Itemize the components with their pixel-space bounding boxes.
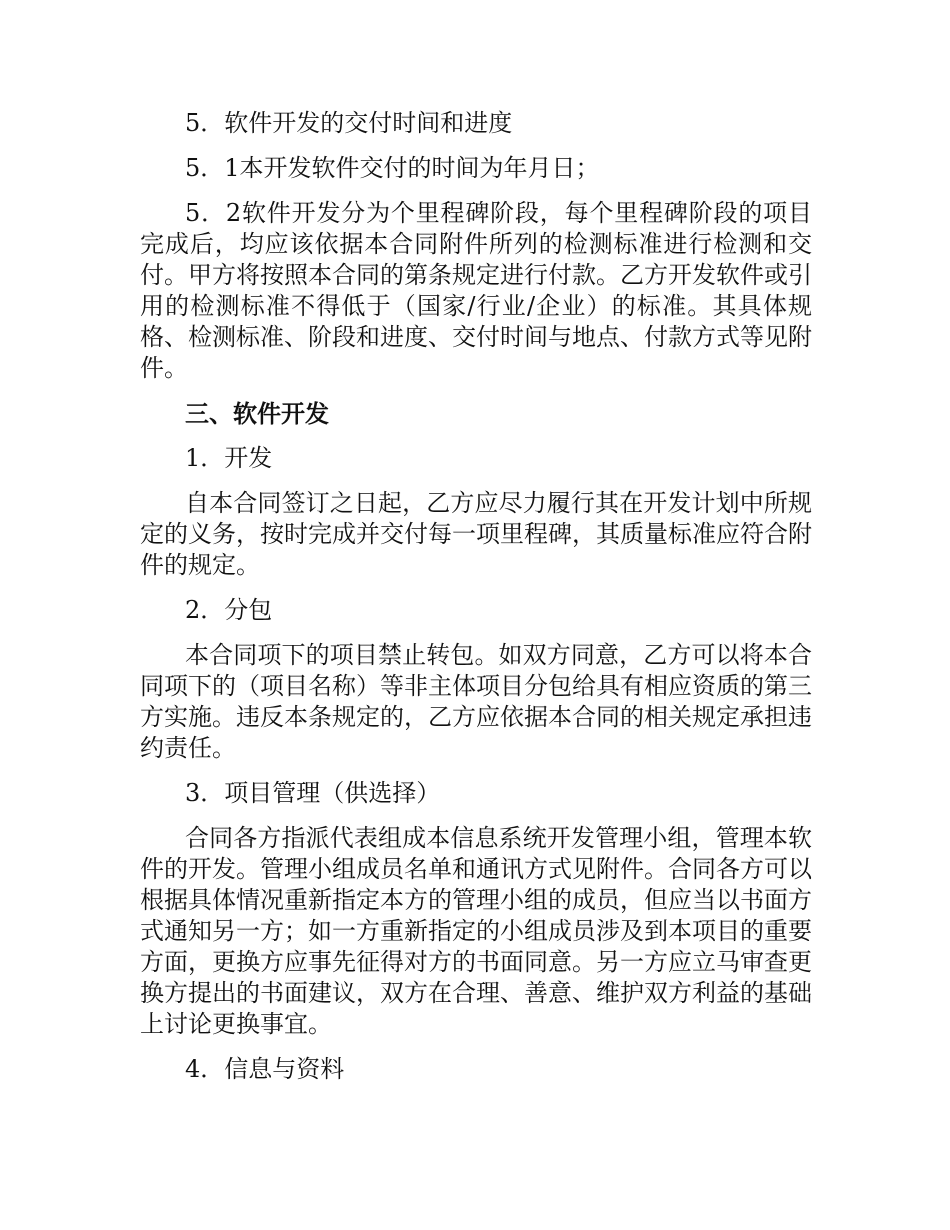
subsection-2-title: 2．分包 (185, 596, 273, 624)
subsection-4-title: 4．信息与资料 (185, 1055, 345, 1083)
document-page (140, 108, 812, 1085)
section-5-1: 5．1本开发软件交付的时间为年月日； (185, 154, 600, 182)
chapter-3-heading: 三、软件开发 (185, 399, 329, 428)
subsection-2-body: 本合同项下的项目禁止转包。如双方同意，乙方可以将本合同项下的（项目名称）等非主体项目分包给具有相应资质的第三方实施。违反本条规定的，乙方应依据本合同的相关规定承担违约责任。 (140, 641, 812, 762)
section-5-title: 5．软件开发的交付时间和进度 (185, 109, 513, 137)
subsection-3-title: 3．项目管理（供选择） (185, 779, 441, 807)
subsection-1-title: 1．开发 (185, 444, 273, 472)
section-5-2: 5．2软件开发分为个里程碑阶段，每个里程碑阶段的项目完成后，均应该依据本合同附件所列的检测标准进行检测和交付。甲方将按照本合同的第条规定进行付款。乙方开发软件或引用的检测标准不得低于（国家/行业/企业）的标准。其具体规格、检测标准、阶段和进度、交付时间与地点、付款方式等见附件。 (140, 199, 812, 382)
subsection-3-body: 合同各方指派代表组成本信息系统开发管理小组，管理本软件的开发。管理小组成员名单和通讯方式见附件。合同各方可以根据具体情况重新指定本方的管理小组的成员，但应当以书面方式通知另一方；如一方重新指定的小组成员涉及到本项目的重要方面，更换方应事先征得对方的书面同意。另一方应立马审查更换方提出的书面建议，双方在合理、善意、维护双方利益的基础上讨论更换事宜。 (140, 824, 812, 1038)
subsection-1-body: 自本合同签订之日起，乙方应尽力履行其在开发计划中所规定的义务，按时完成并交付每一项里程碑，其质量标准应符合附件的规定。 (140, 489, 812, 579)
